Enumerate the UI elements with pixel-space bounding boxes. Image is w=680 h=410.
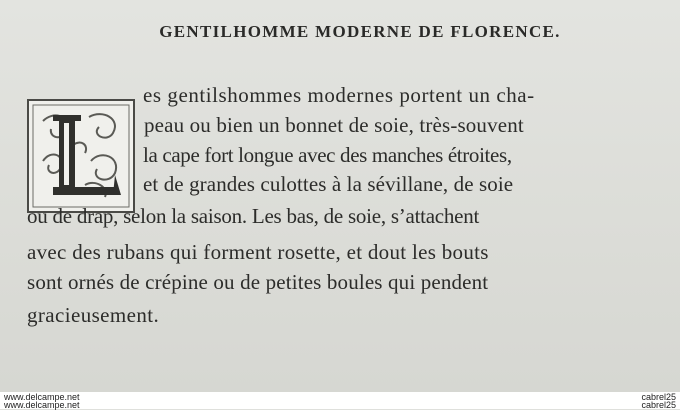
body-line-8: gracieusement. [27,303,160,327]
body-line-3: la cape fort longue avec des manches étroites, [143,143,512,167]
body-line-4: et de grandes culottes à la sévillane, de soie [143,172,514,196]
watermark-footer [0,392,680,409]
footer-right-line-2: cabrel25 [641,400,676,410]
body-line-6: avec des rubans qui forment rosette, et dout les bouts [27,240,489,264]
page-title-text: GENTILHOMME MODERNE DE FLORENCE. [159,22,561,41]
drop-cap-ornament-icon [29,101,133,211]
footer-right-line-1: cabrel25 [641,392,676,402]
footer-left [4,393,80,409]
footer-left-line-2: www.delcampe.net [4,400,80,410]
body-line-2: peau ou bien un bonnet de soie, très-souvent [144,113,524,137]
footer-left-line-1: www.delcampe.net [4,392,80,402]
ornamental-drop-cap [27,99,135,213]
body-line-1: es gentilshommes modernes portent un cha- [143,83,535,107]
page-title [0,22,680,42]
body-line-5: ou de drap, selon la saison. Les bas, de soie, s’attachent [27,204,480,228]
footer-right [641,393,676,409]
body-line-7: sont ornés de crépine ou de petites boules qui pendent [27,270,489,294]
